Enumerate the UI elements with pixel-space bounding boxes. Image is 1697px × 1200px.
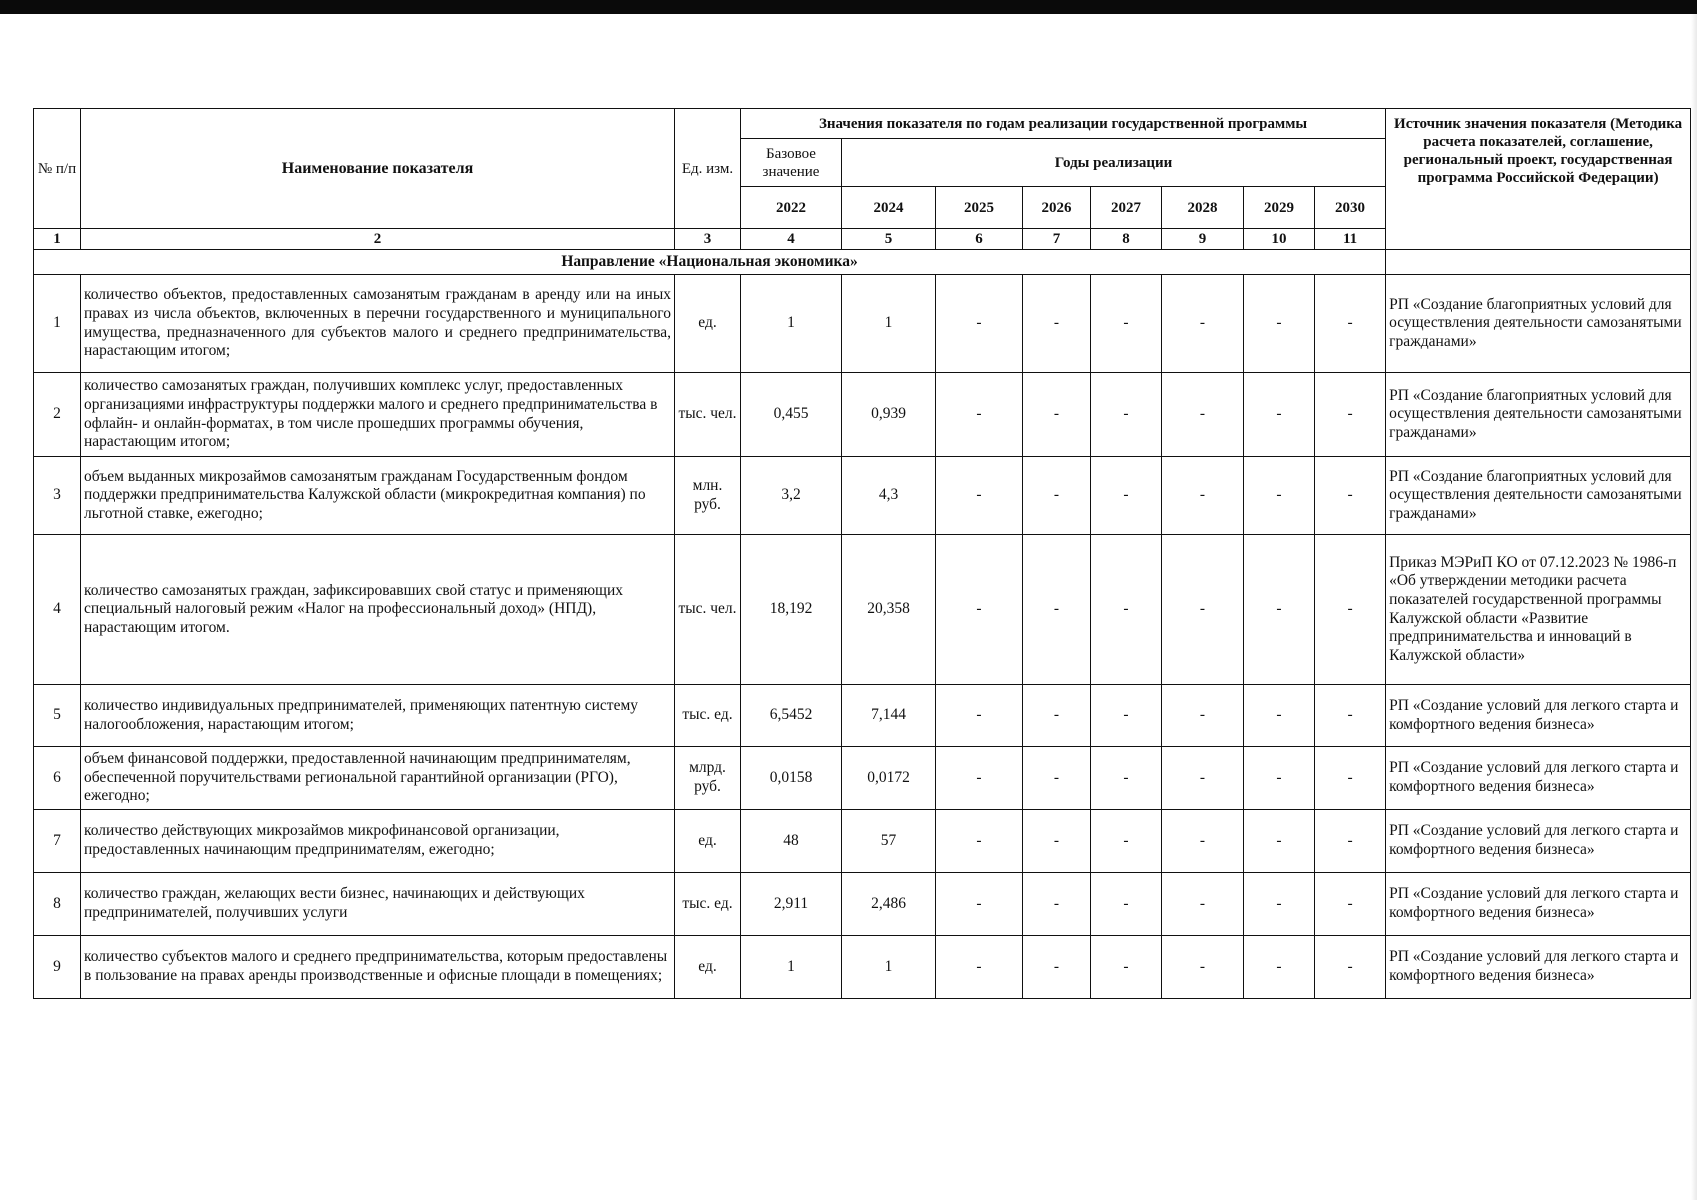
- value-2029: -: [1244, 275, 1315, 373]
- value-2025: -: [936, 535, 1023, 685]
- header-num: № п/п: [34, 109, 81, 229]
- value-2030: -: [1315, 457, 1386, 535]
- unit: ед.: [675, 275, 741, 373]
- value-2024: 7,144: [842, 685, 936, 747]
- value-2022: 1: [741, 275, 842, 373]
- row-number: 2: [34, 373, 81, 457]
- value-2028: -: [1162, 810, 1244, 873]
- value-2030: -: [1315, 535, 1386, 685]
- table-row: [34, 373, 1691, 457]
- header-year-2030: 2030: [1315, 187, 1386, 229]
- value-2029: -: [1244, 457, 1315, 535]
- table-row: [34, 457, 1691, 535]
- source: РП «Создание условий для легкого старта и комфортного ведения бизнеса»: [1386, 936, 1691, 999]
- value-2027: -: [1091, 457, 1162, 535]
- value-2022: 2,911: [741, 873, 842, 936]
- value-2022: 0,455: [741, 373, 842, 457]
- scan-top-edge: [0, 0, 1697, 14]
- column-number: 1: [34, 229, 81, 250]
- header-year-2027: 2027: [1091, 187, 1162, 229]
- row-number: 7: [34, 810, 81, 873]
- row-number: 8: [34, 873, 81, 936]
- table-row: [34, 747, 1691, 810]
- value-2025: -: [936, 873, 1023, 936]
- value-2027: -: [1091, 275, 1162, 373]
- value-2024: 57: [842, 810, 936, 873]
- row-number: 9: [34, 936, 81, 999]
- row-number: 5: [34, 685, 81, 747]
- column-number: 11: [1315, 229, 1386, 250]
- column-number: 6: [936, 229, 1023, 250]
- unit: млрд. руб.: [675, 747, 741, 810]
- source: РП «Создание благоприятных условий для осуществления деятельности самозанятыми гражданами»: [1386, 373, 1691, 457]
- header-name: Наименование показателя: [81, 109, 675, 229]
- value-2022: 0,0158: [741, 747, 842, 810]
- scan-right-edge: [1691, 14, 1697, 1200]
- row-number: 4: [34, 535, 81, 685]
- indicator-name: количество самозанятых граждан, зафиксировавших свой статус и применяющих специальный налоговый режим «Налог на профессиональный доход» (НПД), нарастающим итогом.: [81, 535, 675, 685]
- value-2022: 6,5452: [741, 685, 842, 747]
- column-number: 8: [1091, 229, 1162, 250]
- header-year-2028: 2028: [1162, 187, 1244, 229]
- indicator-name: объем выданных микрозаймов самозанятым гражданам Государственным фондом поддержки предпринимательства Калужской области (микрокредитная компания) по льготной ставке, ежегодно;: [81, 457, 675, 535]
- value-2029: -: [1244, 936, 1315, 999]
- value-2026: -: [1023, 373, 1091, 457]
- value-2024: 4,3: [842, 457, 936, 535]
- table-row: [34, 685, 1691, 747]
- value-2028: -: [1162, 373, 1244, 457]
- value-2029: -: [1244, 373, 1315, 457]
- unit: тыс. ед.: [675, 685, 741, 747]
- value-2027: -: [1091, 373, 1162, 457]
- value-2026: -: [1023, 747, 1091, 810]
- value-2025: -: [936, 747, 1023, 810]
- value-2030: -: [1315, 810, 1386, 873]
- header-year-2025: 2025: [936, 187, 1023, 229]
- value-2029: -: [1244, 873, 1315, 936]
- indicator-name: количество действующих микрозаймов микрофинансовой организации, предоставленных начинающим предпринимателям, ежегодно;: [81, 810, 675, 873]
- value-2026: -: [1023, 457, 1091, 535]
- indicator-name: количество самозанятых граждан, получивших комплекс услуг, предоставленных организациями инфраструктуры поддержки малого и среднего предпринимательства в офлайн- и онлайн-форматах, в том числе прошедших программы обучения, нарастающим итогом;: [81, 373, 675, 457]
- value-2028: -: [1162, 275, 1244, 373]
- header-years-group: Годы реализации: [842, 139, 1386, 187]
- value-2030: -: [1315, 936, 1386, 999]
- value-2028: -: [1162, 535, 1244, 685]
- indicator-name: количество граждан, желающих вести бизнес, начинающих и действующих предпринимателей, получивших услуги: [81, 873, 675, 936]
- table-row: [34, 275, 1691, 373]
- indicators-table: [33, 108, 1691, 999]
- unit: тыс. ед.: [675, 873, 741, 936]
- table-row: [34, 936, 1691, 999]
- indicator-name: количество субъектов малого и среднего предпринимательства, которым предоставлены в пользование на правах аренды производственные и офисные площади в помещениях;: [81, 936, 675, 999]
- value-2030: -: [1315, 373, 1386, 457]
- value-2024: 1: [842, 275, 936, 373]
- header-year-2022: 2022: [741, 187, 842, 229]
- value-2026: -: [1023, 535, 1091, 685]
- value-2028: -: [1162, 457, 1244, 535]
- value-2027: -: [1091, 810, 1162, 873]
- value-2022: 3,2: [741, 457, 842, 535]
- value-2022: 1: [741, 936, 842, 999]
- value-2025: -: [936, 936, 1023, 999]
- source: РП «Создание условий для легкого старта и комфортного ведения бизнеса»: [1386, 873, 1691, 936]
- header-year-2024: 2024: [842, 187, 936, 229]
- value-2030: -: [1315, 747, 1386, 810]
- header-values-group: Значения показателя по годам реализации государственной программы: [741, 109, 1386, 139]
- value-2030: -: [1315, 275, 1386, 373]
- source: РП «Создание условий для легкого старта и комфортного ведения бизнеса»: [1386, 747, 1691, 810]
- unit: ед.: [675, 810, 741, 873]
- unit: ед.: [675, 936, 741, 999]
- value-2025: -: [936, 810, 1023, 873]
- value-2025: -: [936, 457, 1023, 535]
- column-number: 3: [675, 229, 741, 250]
- value-2028: -: [1162, 747, 1244, 810]
- value-2024: 0,939: [842, 373, 936, 457]
- value-2026: -: [1023, 810, 1091, 873]
- value-2024: 0,0172: [842, 747, 936, 810]
- value-2029: -: [1244, 535, 1315, 685]
- source: РП «Создание условий для легкого старта и комфортного ведения бизнеса»: [1386, 810, 1691, 873]
- value-2024: 1: [842, 936, 936, 999]
- table-row: [34, 873, 1691, 936]
- value-2022: 48: [741, 810, 842, 873]
- header-base-value: Базовое значение: [741, 139, 842, 187]
- unit: тыс. чел.: [675, 535, 741, 685]
- source: РП «Создание условий для легкого старта и комфортного ведения бизнеса»: [1386, 685, 1691, 747]
- row-number: 1: [34, 275, 81, 373]
- source: Приказ МЭРиП КО от 07.12.2023 № 1986-п «Об утверждении методики расчета показателей государственной программы Калужской области «Развитие предпринимательства и инноваций в Калужской области»: [1386, 535, 1691, 685]
- row-number: 6: [34, 747, 81, 810]
- column-number: 9: [1162, 229, 1244, 250]
- column-number: 5: [842, 229, 936, 250]
- value-2025: -: [936, 685, 1023, 747]
- indicator-name: количество объектов, предоставленных самозанятым гражданам в аренду или на иных правах из числа объектов, включенных в перечни государственного и муниципального имущества, предназначенного для субъектов малого и среднего предпринимательства, нарастающим итогом;: [81, 275, 675, 373]
- value-2029: -: [1244, 747, 1315, 810]
- table-row: [34, 535, 1691, 685]
- source: РП «Создание благоприятных условий для осуществления деятельности самозанятыми гражданами»: [1386, 275, 1691, 373]
- value-2028: -: [1162, 936, 1244, 999]
- source: РП «Создание благоприятных условий для осуществления деятельности самозанятыми гражданами»: [1386, 457, 1691, 535]
- section-source-cell: [1386, 250, 1691, 275]
- indicator-name: количество индивидуальных предпринимателей, применяющих патентную систему налогообложения, нарастающим итогом;: [81, 685, 675, 747]
- indicator-name: объем финансовой поддержки, предоставленной начинающим предпринимателям, обеспеченной поручительствами региональной гарантийной организации (РГО), ежегодно;: [81, 747, 675, 810]
- header-unit: Ед. изм.: [675, 109, 741, 229]
- value-2026: -: [1023, 685, 1091, 747]
- value-2027: -: [1091, 873, 1162, 936]
- value-2026: -: [1023, 873, 1091, 936]
- column-number: 2: [81, 229, 675, 250]
- value-2027: -: [1091, 685, 1162, 747]
- column-number: 4: [741, 229, 842, 250]
- value-2024: 2,486: [842, 873, 936, 936]
- value-2027: -: [1091, 936, 1162, 999]
- header-year-2026: 2026: [1023, 187, 1091, 229]
- table-row: [34, 810, 1691, 873]
- value-2030: -: [1315, 685, 1386, 747]
- value-2025: -: [936, 373, 1023, 457]
- value-2027: -: [1091, 747, 1162, 810]
- row-number: 3: [34, 457, 81, 535]
- unit: тыс. чел.: [675, 373, 741, 457]
- column-number: 10: [1244, 229, 1315, 250]
- value-2027: -: [1091, 535, 1162, 685]
- value-2028: -: [1162, 685, 1244, 747]
- value-2028: -: [1162, 873, 1244, 936]
- value-2022: 18,192: [741, 535, 842, 685]
- column-number: 7: [1023, 229, 1091, 250]
- unit: млн. руб.: [675, 457, 741, 535]
- section-title: Направление «Национальная экономика»: [34, 250, 1386, 275]
- header-source: Источник значения показателя (Методика расчета показателей, соглашение, региональный проект, государственная программа Российской Федерации): [1386, 109, 1691, 250]
- value-2025: -: [936, 275, 1023, 373]
- value-2026: -: [1023, 936, 1091, 999]
- header-year-2029: 2029: [1244, 187, 1315, 229]
- value-2029: -: [1244, 810, 1315, 873]
- value-2026: -: [1023, 275, 1091, 373]
- value-2029: -: [1244, 685, 1315, 747]
- value-2030: -: [1315, 873, 1386, 936]
- value-2024: 20,358: [842, 535, 936, 685]
